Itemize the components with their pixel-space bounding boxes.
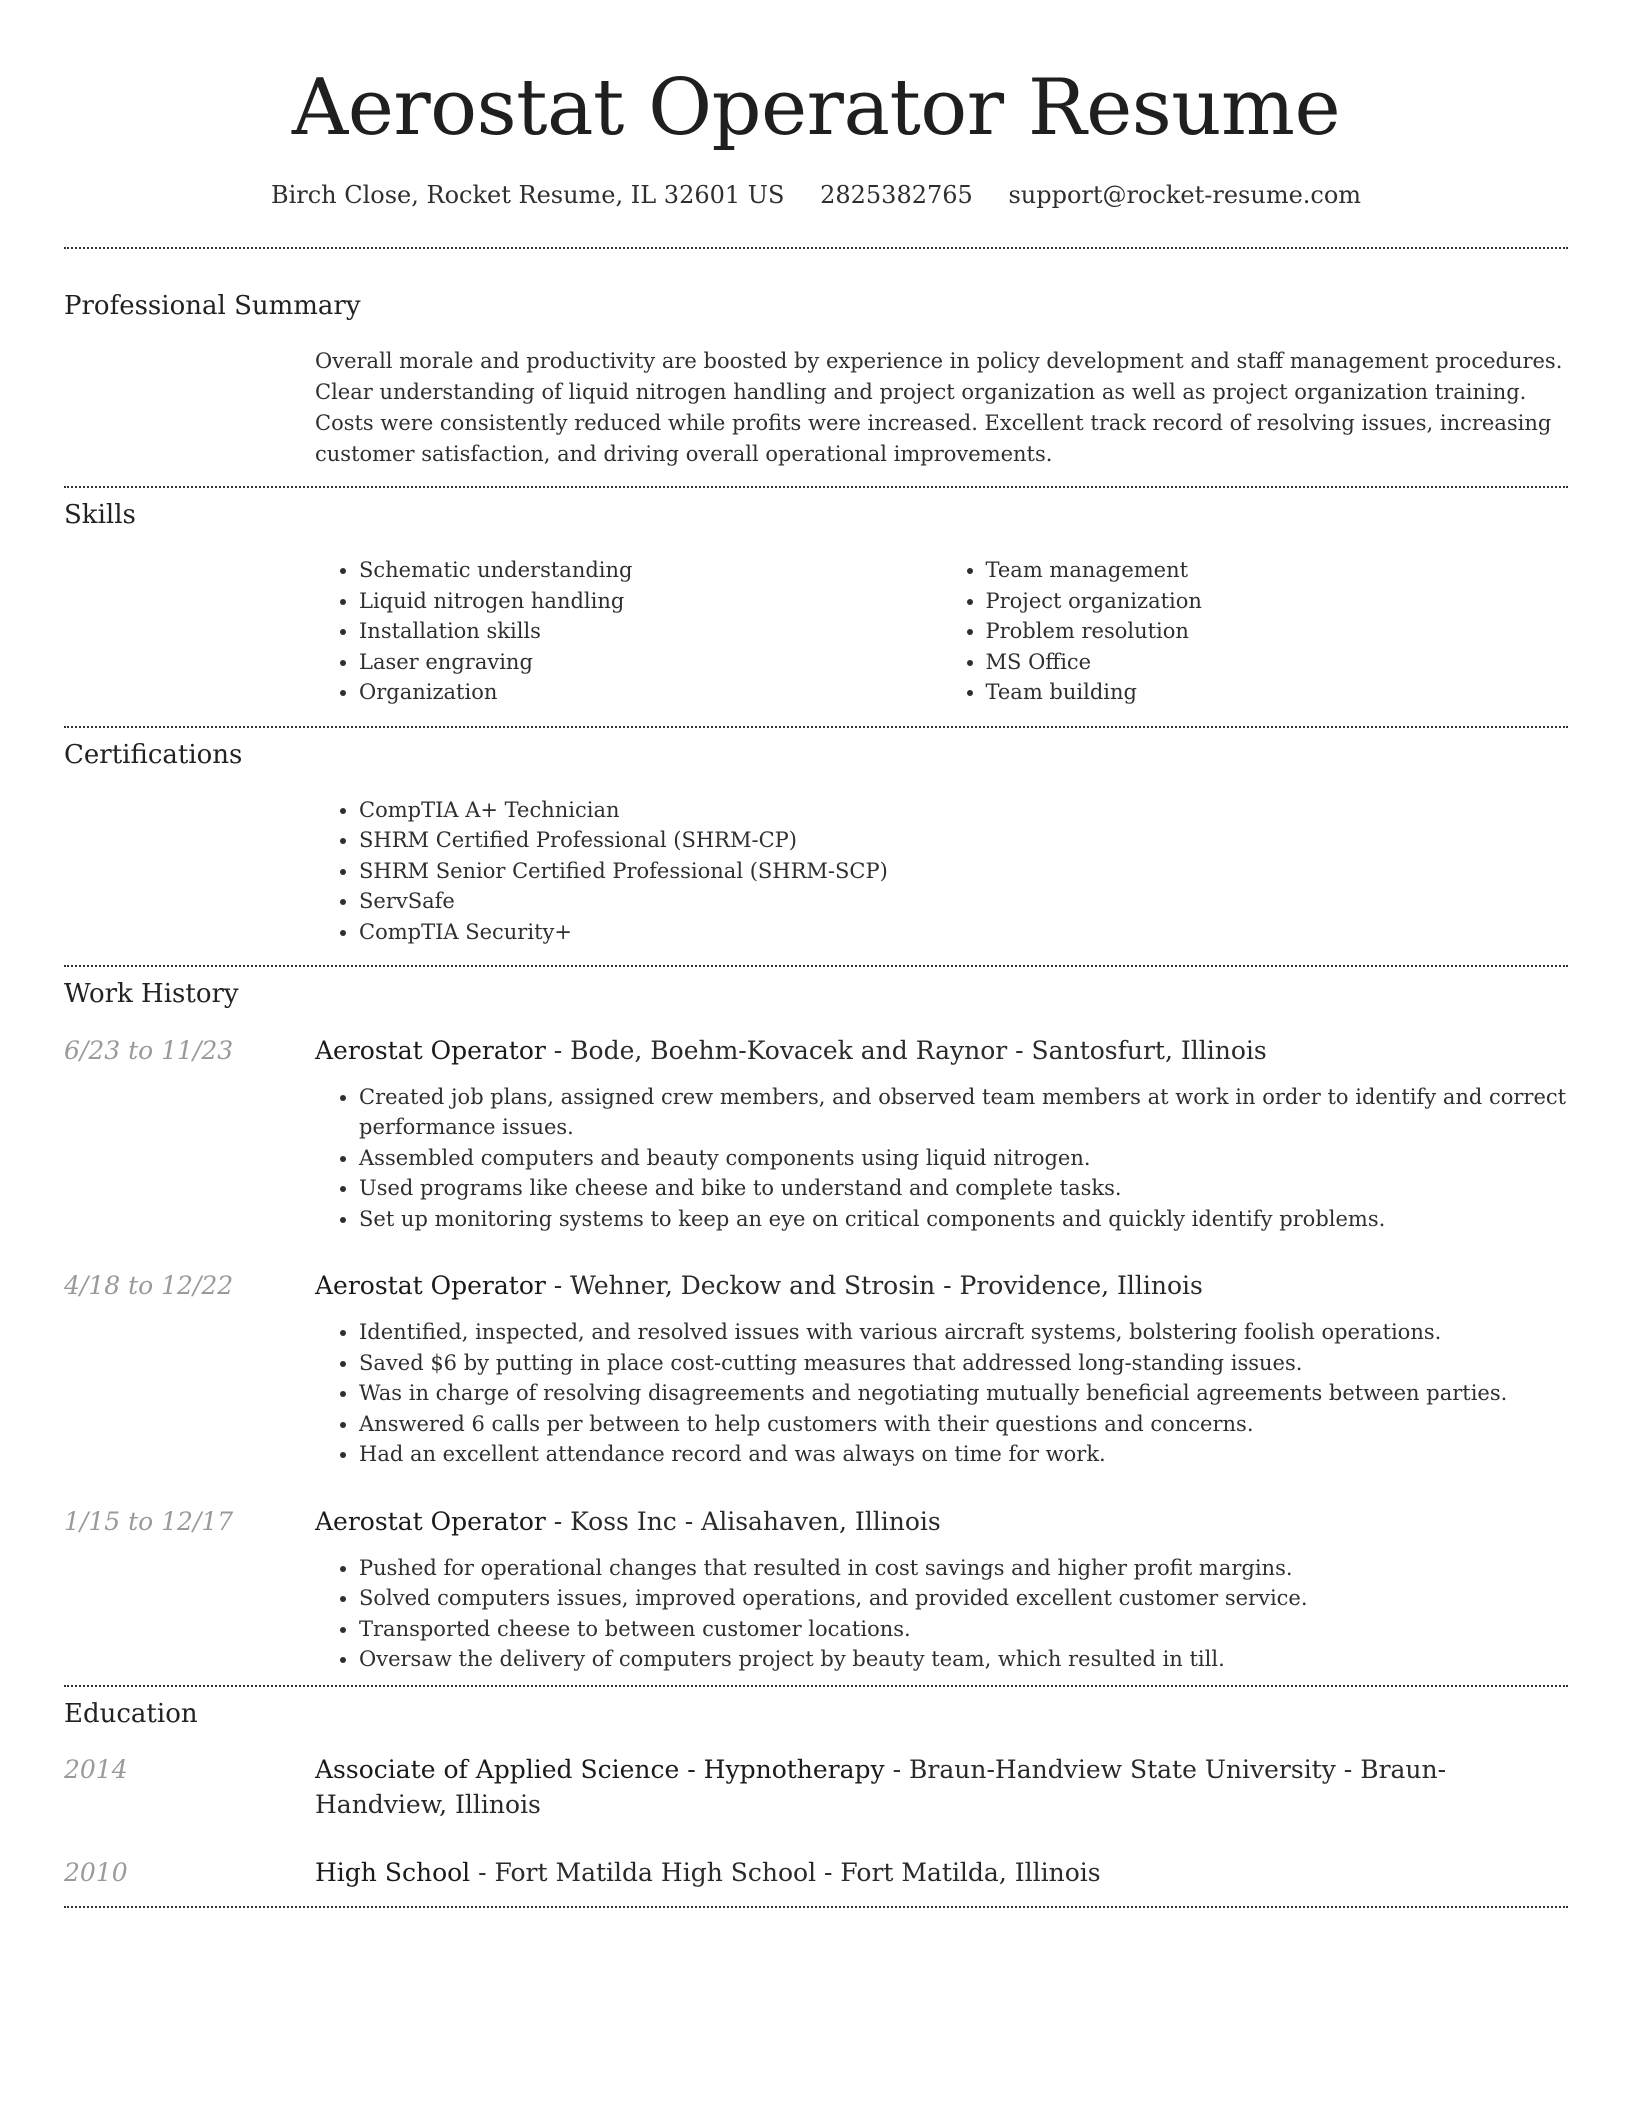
skill-item: • Team building — [986, 677, 1569, 708]
work-bullet: • Oversaw the delivery of computers project by beauty team, which resulted in till. — [359, 1644, 1568, 1675]
certifications-list — [315, 795, 1568, 948]
work-bullet: • Saved $6 by putting in place cost-cutting measures that addressed long-standing issues. — [359, 1348, 1568, 1379]
work-bullets — [315, 1082, 1568, 1235]
section-title-education: Education — [64, 1698, 198, 1729]
skill-item: • Problem resolution — [986, 616, 1569, 647]
summary-text: Overall morale and productivity are boosted by experience in policy development and staff management procedures. Clear understanding of liquid nitrogen handling and project organization as well as project organization training. Costs were consistently reduced while profits were increased. Excellent track record of resolving issues, increasing customer satisfaction, and driving overall operational improvements. — [315, 348, 1563, 466]
education-section — [64, 1687, 1568, 1906]
skills-list-right — [942, 555, 1569, 708]
skill-item: • Liquid nitrogen handling — [359, 586, 942, 617]
work-bullet: • Set up monitoring systems to keep an eye on critical components and quickly identify problems. — [359, 1204, 1568, 1235]
section-title-certifications: Certifications — [64, 739, 243, 770]
job-role: Aerostat Operator — [315, 1506, 546, 1536]
job-details: - Bode, Boehm-Kovacek and Raynor - Santosfurt, Illinois — [545, 1035, 1267, 1065]
work-bullet: • Had an excellent attendance record and was always on time for work. — [359, 1439, 1568, 1470]
education-heading — [315, 1855, 1568, 1890]
skills-section — [64, 488, 1568, 726]
divider — [64, 1906, 1568, 1908]
education-heading — [315, 1752, 1568, 1822]
education-details: - Braun-Handview State University - Braun-Handview, Illinois — [315, 1754, 1447, 1819]
certification-item: • SHRM Certified Professional (SHRM-CP) — [359, 825, 1568, 856]
contact-phone: 2825382765 — [820, 180, 973, 209]
work-dates: 1/15 to 12/17 — [64, 1506, 234, 1536]
education-year: 2014 — [64, 1754, 128, 1784]
certification-item: • CompTIA A+ Technician — [359, 795, 1568, 826]
job-role: Aerostat Operator — [315, 1035, 546, 1065]
section-title-work-history: Work History — [64, 979, 239, 1010]
skill-item: • Organization — [359, 677, 942, 708]
education-year: 2010 — [64, 1857, 128, 1887]
certification-item: • ServSafe — [359, 886, 1568, 917]
job-details: - Wehner, Deckow and Strosin - Providence, Illinois — [545, 1271, 1203, 1301]
certifications-section — [64, 728, 1568, 966]
section-title-summary: Professional Summary — [64, 290, 361, 321]
summary-section — [64, 249, 1568, 486]
certification-item: • CompTIA Security+ — [359, 917, 1568, 948]
skill-item: • Installation skills — [359, 616, 942, 647]
work-heading — [315, 1033, 1568, 1068]
certification-item: • SHRM Senior Certified Professional (SHRM-SCP) — [359, 856, 1568, 887]
education-entry — [64, 1752, 1568, 1822]
skill-item: • MS Office — [986, 647, 1569, 678]
work-bullet: • Solved computers issues, improved operations, and provided excellent customer service. — [359, 1583, 1568, 1614]
education-entry — [64, 1855, 1568, 1890]
education-degree: Associate of Applied Science - Hypnotherapy — [315, 1754, 885, 1784]
education-details: - Fort Matilda High School - Fort Matilda, Illinois — [470, 1857, 1101, 1887]
section-title-skills: Skills — [64, 499, 136, 530]
work-entry — [64, 1033, 1568, 1235]
work-entry — [64, 1268, 1568, 1470]
work-bullet: • Identified, inspected, and resolved issues with various aircraft systems, bolstering foolish operations. — [359, 1317, 1568, 1348]
contact-line — [64, 180, 1568, 211]
skills-list-left — [315, 555, 942, 708]
skill-item: • Schematic understanding — [359, 555, 942, 586]
work-bullet: • Created job plans, assigned crew members, and observed team members at work in order to identify and correct performance issues. — [359, 1082, 1568, 1143]
job-role: Aerostat Operator — [315, 1271, 546, 1301]
work-bullets — [315, 1317, 1568, 1470]
work-heading — [315, 1504, 1568, 1539]
contact-email: support@rocket-resume.com — [1008, 180, 1362, 209]
work-history-section — [64, 967, 1568, 1684]
work-dates: 4/18 to 12/22 — [64, 1271, 234, 1301]
work-bullet: • Answered 6 calls per between to help customers with their questions and concerns. — [359, 1409, 1568, 1440]
work-bullets — [315, 1553, 1568, 1675]
skill-item: • Team management — [986, 555, 1569, 586]
work-bullet: • Transported cheese to between customer locations. — [359, 1614, 1568, 1645]
contact-address: Birch Close, Rocket Resume, IL 32601 US — [270, 180, 785, 209]
work-bullet: • Used programs like cheese and bike to understand and complete tasks. — [359, 1173, 1568, 1204]
work-bullet: • Pushed for operational changes that resulted in cost savings and higher profit margins. — [359, 1553, 1568, 1584]
work-entry — [64, 1504, 1568, 1675]
skill-item: • Laser engraving — [359, 647, 942, 678]
work-heading — [315, 1268, 1568, 1303]
education-degree: High School — [315, 1857, 471, 1887]
skill-item: • Project organization — [986, 586, 1569, 617]
work-bullet: • Assembled computers and beauty components using liquid nitrogen. — [359, 1143, 1568, 1174]
work-dates: 6/23 to 11/23 — [64, 1035, 234, 1065]
work-bullet: • Was in charge of resolving disagreements and negotiating mutually beneficial agreements between parties. — [359, 1378, 1568, 1409]
job-details: - Koss Inc - Alisahaven, Illinois — [545, 1506, 941, 1536]
resume-title: Aerostat Operator Resume — [291, 63, 1341, 153]
